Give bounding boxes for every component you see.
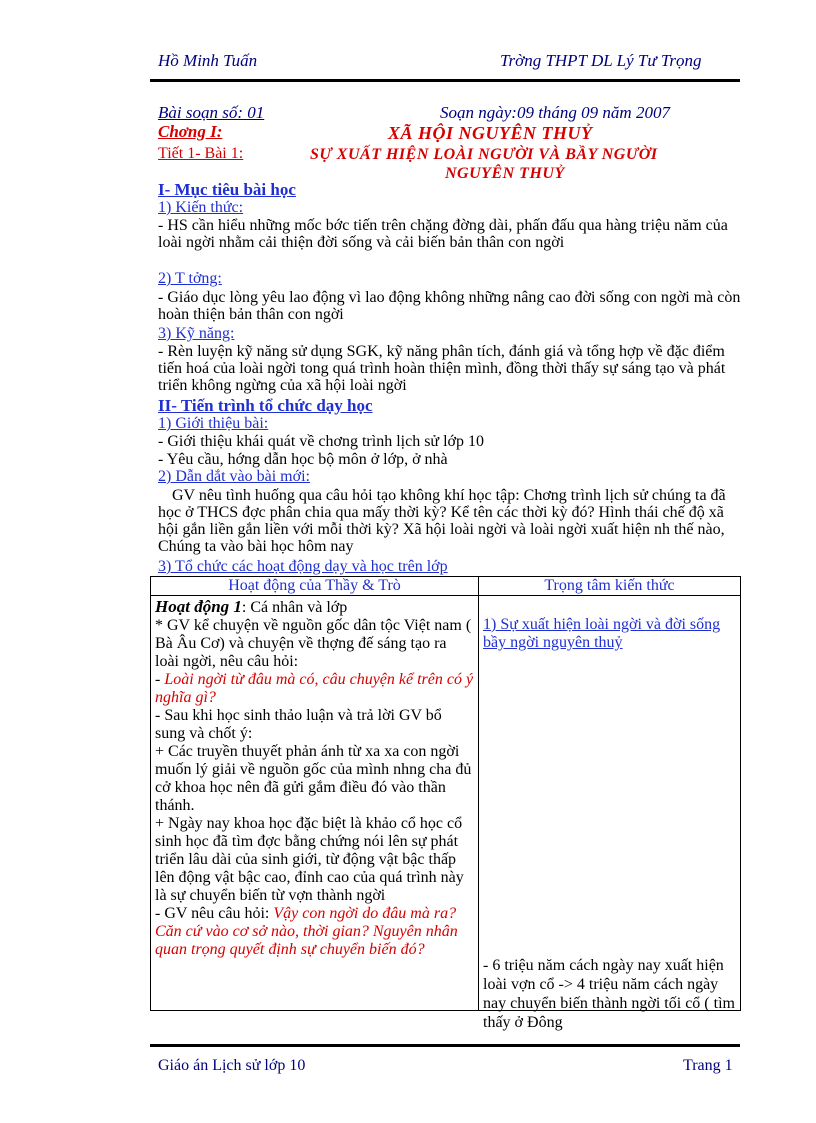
lead-label: 2) Dẫn dắt vào bài mới: [158,468,310,485]
thought-label: 2) T tởng: [158,270,222,287]
skill-text: - Rèn luyện kỹ năng sử dụng SGK, kỹ năng phân tích, đánh giá và tổng hợp về đặc điểm tiến hoá của loài ngời tong quá trình hoàn thiện mình, đồng thời thấy sự sáng tạo và phát triển không ngừng của xã hội loài ngời [158,343,726,394]
activity-p2: - Sau khi học sinh thảo luận và trả lời GV bổ sung và chốt ý: [155,707,442,742]
section1-title: I- Mục tiêu bài học [158,180,296,199]
activity-p5: - GV nêu câu hỏi: Vậy con ngời do đâu mà ra? Căn cứ vào cơ sở nào, thời gian? Nguyên nhân quan trọng quyết định sự chuyển biến đó? [155,905,458,958]
col-header-focus: Trọng tâm kiến thức [479,577,741,596]
header-school: Trờng THPT DL Lý Tư Trọng [500,51,702,70]
skill-label: 3) Kỹ năng: [158,325,235,342]
chapter-label: Chơng I: [158,122,223,141]
activity-question1: - Loài ngời từ đâu mà có, câu chuyện kể trên có ý nghĩa gì? [155,671,474,706]
header-rule [150,79,740,82]
prep-date: Soạn ngày:09 tháng 09 năm 2007 [440,103,670,122]
organize-label: 3) Tổ chức các hoạt động dạy và học trên lớp [158,558,448,575]
period-label: Tiết 1- Bài 1: [158,145,244,162]
activity-heading [155,598,474,617]
activity-p1: * GV kể chuyện về nguồn gốc dân tộc Việt nam ( Bà Âu Cơ) và chuyện về thợng đế sáng tạo ra loài ngời, nêu câu hỏi: [155,617,472,670]
main-title: XÃ HỘI NGUYÊN THUỶ [388,123,593,143]
subtitle-line2: NGUYÊN THUỶ [445,165,565,182]
activity-question2: Vậy con ngời do đâu mà ra? Căn cứ vào cơ sở nào, thời gian? Nguyên nhân quan trọng quyết định sự chuyển biến đó? [155,905,458,958]
activity-p3: + Các truyền thuyết phản ánh từ xa xa con ngời muốn lý giải về nguồn gốc của mình nhng cha đủ cở khoa học nên đã gửi gắm điều đó vào thần thánh. [155,743,472,814]
intro-line1: - Giới thiệu khái quát về chơng trình lịch sử lớp 10 [158,433,484,450]
activity-p4: + Ngày nay khoa học đặc biệt là khảo cổ học cổ sinh học đã tìm đợc bằng chứng nói lên sự phát triển lâu dài của sinh giới, từ động vật bậc thấp lên động vật bậc cao, đỉnh cao của quá trình này là sự chuyển biến từ vợn thành ngời [155,815,464,904]
lesson-number: Bài soạn số: 01 [158,103,265,122]
footer-left: Giáo án Lịch sử lớp 10 [158,1057,306,1074]
page-number: Trang 1 [683,1057,733,1074]
knowledge-text: - HS cần hiểu những mốc bớc tiến trên chặng đờng dài, phấn đấu qua hàng triệu năm của loài ngời nhằm cải thiện đời sống và cải biến bản thân con ngời [158,217,728,251]
subtitle-line1: SỰ XUẤT HIỆN LOÀI NGƯỜI VÀ BẦY NGƯỜI [310,146,658,163]
footer-rule [150,1044,740,1047]
thought-text: - Giáo dục lòng yêu lao động vì lao động không những nâng cao đời sống con ngời mà còn hoàn thiện bản thân con ngời [158,289,741,323]
intro-label: 1) Giới thiệu bài: [158,415,269,432]
activity-label: Hoạt động 1 [155,597,242,616]
activity-mode: : Cá nhân và lớp [241,599,348,616]
focus-title: 1) Sự xuất hiện loài ngời và đời sống bầy ngời nguyên thuỷ [483,616,721,651]
section2-title: II- Tiến trình tổ chức dạy học [158,396,373,415]
activities-cell [151,596,479,1011]
col-header-activities: Hoạt động của Thầy & Trò [151,577,479,596]
focus-point1: - 6 triệu năm cách ngày nay xuất hiện loài vợn cổ -> 4 triệu năm cách ngày nay chuyển biến thành ngời tối cổ ( tìm thấy ở Đông [483,957,735,1031]
lead-text: GV nêu tình huống qua câu hỏi tạo không khí học tập: Chơng trình lịch sử chúng ta đã học ở THCS đợc phân chia qua mấy thời kỳ? Kể tên các thời kỳ đó? Hình thái chế độ xã hội gắn liền gắn liền với mỗi thời kỳ? Xã hội loài ngời và loài ngời xuất hiện nh thế nào, Chúng ta vào bài học hôm nay [158,487,726,555]
header-author: Hồ Minh Tuấn [158,51,258,70]
lesson-table [150,576,741,1031]
knowledge-label: 1) Kiến thức: [158,199,244,216]
intro-line2: - Yêu cầu, hớng dẫn học bộ môn ở lớp, ở nhà [158,451,448,468]
focus-cell [479,596,741,1031]
